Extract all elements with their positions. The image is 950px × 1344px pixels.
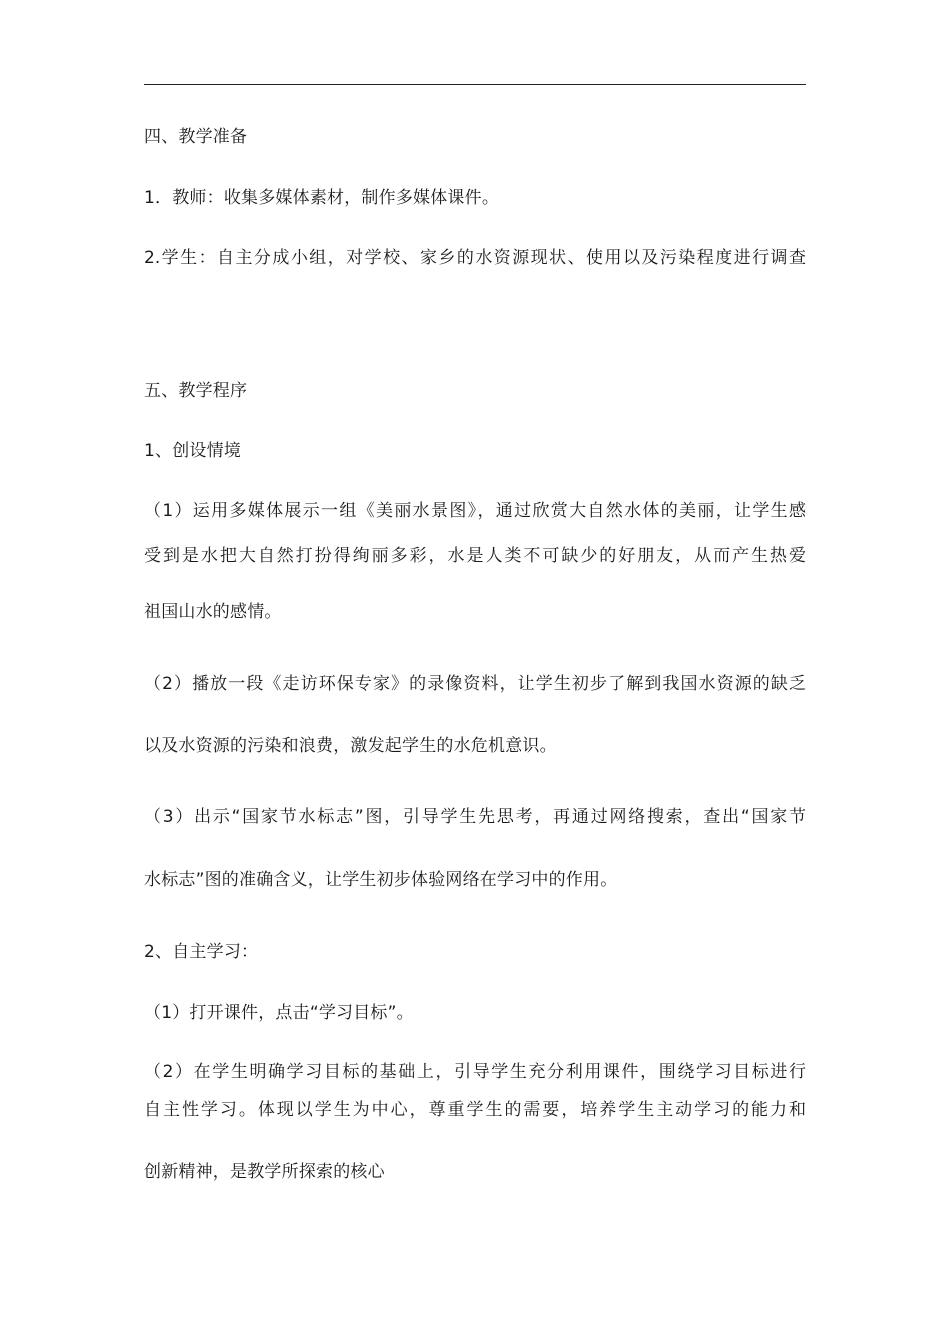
section-heading-preparation: 四、教学准备 <box>144 127 248 147</box>
step2-item2-line2: 自主性学习。体现以学生为中心，尊重学生的需要，培养学生主动学习的能力和 <box>144 1100 806 1120</box>
step2-item2-line1: （2）在学生明确学习目标的基础上，引导学生充分利用课件，围绕学习目标进行 <box>144 1062 806 1082</box>
step1-item1-line3: 祖国山水的感情。 <box>144 602 282 622</box>
step2-heading: 2、自主学习： <box>144 942 259 962</box>
step1-item3-line1: （3）出示“国家节水标志”图，引导学生先思考，再通过网络搜索，查出“国家节 <box>144 807 806 827</box>
step1-item1-line2: 受到是水把大自然打扮得绚丽多彩，水是人类不可缺少的好朋友，从而产生热爱 <box>144 546 806 566</box>
step1-item3-line2: 水标志”图的准确含义，让学生初步体验网络在学习中的作用。 <box>144 870 618 890</box>
step1-item2-line2: 以及水资源的污染和浪费，激发起学生的水危机意识。 <box>144 736 557 756</box>
prep-item-student: 2.学生：自主分成小组，对学校、家乡的水资源现状、使用以及污染程度进行调查 <box>144 248 806 268</box>
step2-item2-line3: 创新精神，是教学所探索的核心 <box>144 1162 385 1182</box>
step1-item2-line1: （2）播放一段《走访环保专家》的录像资料，让学生初步了解到我国水资源的缺乏 <box>144 674 806 694</box>
step2-item1: （1）打开课件，点击“学习目标”。 <box>144 1003 414 1023</box>
header-rule <box>144 84 806 85</box>
step1-heading: 1、创设情境 <box>144 441 242 461</box>
step1-item1-line1: （1）运用多媒体展示一组《美丽水景图》，通过欣赏大自然水体的美丽，让学生感 <box>144 501 806 521</box>
section-heading-procedure: 五、教学程序 <box>144 381 248 401</box>
prep-item-teacher: 1．教师：收集多媒体素材，制作多媒体课件。 <box>144 188 500 208</box>
